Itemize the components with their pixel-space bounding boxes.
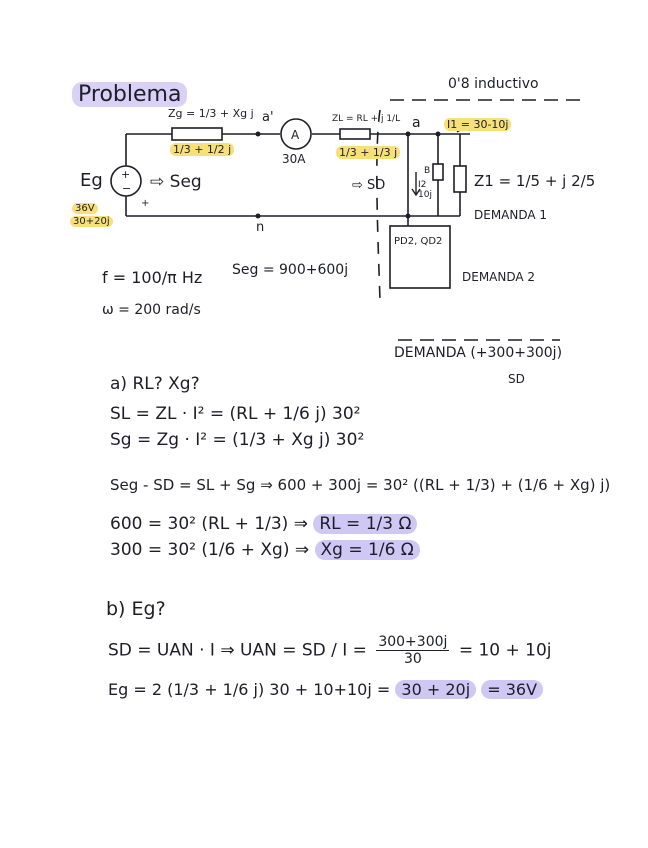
page-title-text: Problema xyxy=(78,82,182,107)
node-a-prime-dot xyxy=(256,132,261,137)
part-b-line2-left: Eg = 2 (1/3 + 1/6 j) 30 + 10+10j = xyxy=(108,680,391,699)
frequency: f = 100/π Hz xyxy=(102,268,203,287)
z1-label: Z1 = 1/5 + j 2/5 xyxy=(474,172,596,190)
ammeter-label: A xyxy=(291,128,300,142)
eg-magnitude: = 36V xyxy=(481,680,543,699)
zg-label: Zg = 1/3 + Xg j xyxy=(168,107,254,120)
demanda-sd: SD xyxy=(508,372,525,386)
b-element xyxy=(433,164,443,180)
part-b-line1 xyxy=(108,634,552,667)
pf-note: 0'8 inductivo xyxy=(448,76,539,92)
part-b-line2 xyxy=(108,680,543,699)
eg-result: 30 + 20j xyxy=(395,680,476,699)
part-a-line5 xyxy=(110,540,420,560)
part-a-line3: Seg - SD = SL + Sg ⇒ 600 + 300j = 30² ((RL + 1/3) + (1/6 + Xg) j) xyxy=(110,476,611,494)
eg-value-mag: 36V xyxy=(72,203,98,214)
node-bottom-dot xyxy=(406,214,411,219)
svg-text:+: + xyxy=(121,168,131,181)
part-b-line1-left: SD = UAN · I ⇒ UAN = SD / I = xyxy=(108,640,367,661)
eg-label: Eg xyxy=(80,170,103,191)
part-b-line1-right: = 10 + 10j xyxy=(458,640,552,661)
zg-resistor xyxy=(172,128,222,140)
omega: ω = 200 rad/s xyxy=(102,302,201,318)
demanda2-label: DEMANDA 2 xyxy=(462,270,536,284)
zl-resistor xyxy=(340,129,370,139)
node-b-dot xyxy=(436,132,441,137)
fraction-numerator: 300+300j xyxy=(378,634,448,650)
part-a-line5-left: 300 = 30² (1/6 + Xg) ⇒ xyxy=(110,540,310,560)
part-b-question: b) Eg? xyxy=(106,598,166,620)
part-a-line1: SL = ZL · I² = (RL + 1/6 j) 30² xyxy=(110,404,361,424)
seg-value: Seg = 900+600j xyxy=(232,262,349,278)
svg-text:−: − xyxy=(122,182,132,195)
sd-label: ⇨ SD xyxy=(352,178,386,193)
node-a-label: a xyxy=(412,115,421,131)
fraction-denominator: 30 xyxy=(403,651,422,667)
node-n-label: n xyxy=(256,220,265,235)
part-a-line4 xyxy=(110,514,417,534)
zl-label: ZL = RL + j 1/L xyxy=(332,114,401,124)
node-a-dot xyxy=(406,132,411,137)
pd-qd-label: PD2, QD2 xyxy=(394,236,443,247)
demanda-total: DEMANDA (+300+300j) xyxy=(394,345,563,361)
node-a-prime-label: a' xyxy=(262,110,274,125)
i1-label xyxy=(444,118,511,131)
seg-label: ⇨ Seg xyxy=(150,172,202,192)
b-label: B xyxy=(424,166,431,176)
xg-result: Xg = 1/6 Ω xyxy=(315,540,420,560)
eg-value-complex: 30+20j xyxy=(70,216,113,227)
zg-value: 1/3 + 1/2 j xyxy=(170,143,234,156)
i1-value: I1 = 30-10j xyxy=(444,118,511,131)
demanda1-label: DEMANDA 1 xyxy=(474,208,548,222)
part-a-line2: Sg = Zg · I² = (1/3 + Xg j) 30² xyxy=(110,430,365,450)
part-a-question: a) RL? Xg? xyxy=(110,374,200,394)
node-n-dot xyxy=(256,214,261,219)
ground-mark: + xyxy=(141,198,150,209)
part-a-line4-left: 600 = 30² (RL + 1/3) ⇒ xyxy=(110,514,308,534)
part-b-fraction xyxy=(376,634,449,667)
zl-value: 1/3 + 1/3 j xyxy=(336,146,400,159)
rl-result: RL = 1/3 Ω xyxy=(313,514,417,534)
i2-label: I2 10j xyxy=(418,180,432,200)
ammeter-current: 30A xyxy=(282,152,306,166)
z1-resistor xyxy=(454,166,466,192)
